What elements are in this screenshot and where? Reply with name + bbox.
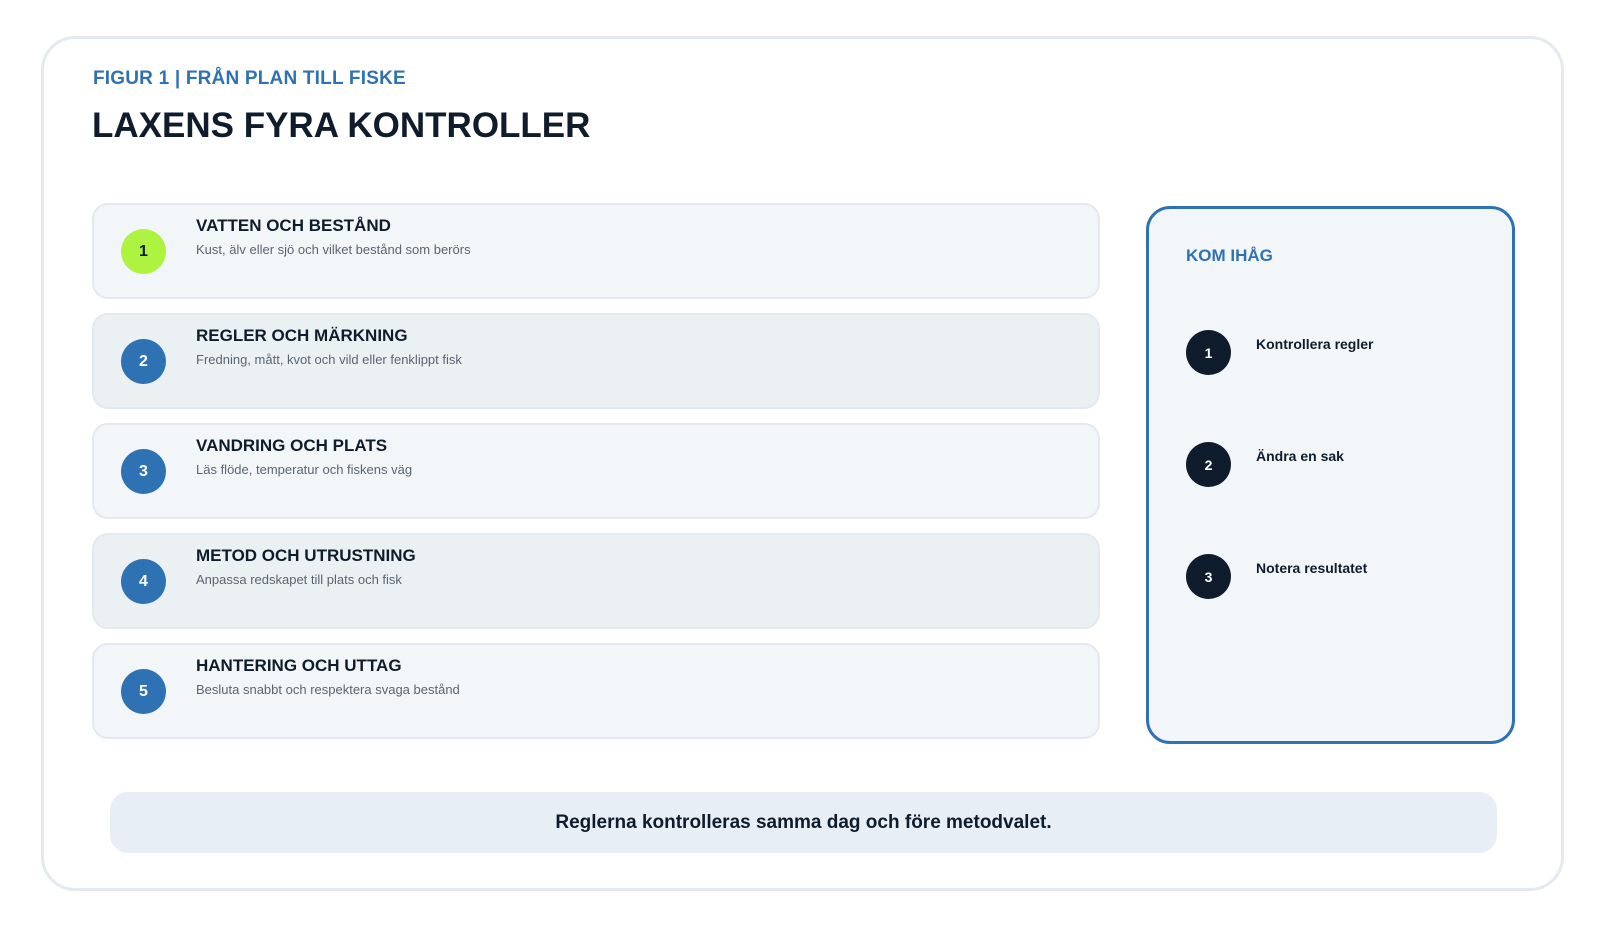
step-number-badge: 4 (121, 559, 166, 604)
reminder-step-3 (1186, 554, 1486, 604)
checklist-item-title: VATTEN OCH BESTÅND (196, 216, 391, 235)
checklist-item-2 (92, 313, 1100, 409)
checklist-item-description: Anpassa redskapet till plats och fisk (196, 572, 402, 587)
checklist-item-description: Besluta snabbt och respektera svaga bestånd (196, 682, 460, 697)
checklist-item-5 (92, 643, 1100, 739)
reminder-step-label: Notera resultatet (1256, 560, 1368, 576)
checklist-item-title: VANDRING OCH PLATS (196, 436, 388, 455)
figure-title: LAXENS FYRA KONTROLLER (92, 106, 591, 145)
checklist-item-title: METOD OCH UTRUSTNING (196, 546, 416, 565)
step-number-badge: 3 (121, 449, 166, 494)
checklist-item-description: Fredning, mått, kvot och vild eller fenklippt fisk (196, 352, 462, 367)
reminder-step-label: Ändra en sak (1256, 448, 1344, 464)
reminder-step-1 (1186, 330, 1486, 380)
step-number-badge: 1 (121, 229, 166, 274)
reminder-step-number: 2 (1186, 442, 1231, 487)
reminder-panel (1146, 206, 1515, 744)
step-number-badge: 2 (121, 339, 166, 384)
checklist-item-description: Kust, älv eller sjö och vilket bestånd som berörs (196, 242, 471, 257)
footer-note: Reglerna kontrolleras samma dag och före metodvalet. (110, 792, 1497, 853)
checklist-item-title: HANTERING OCH UTTAG (196, 656, 402, 675)
reminder-step-2 (1186, 442, 1486, 492)
checklist-item-description: Läs flöde, temperatur och fiskens väg (196, 462, 413, 477)
reminder-step-label: Kontrollera regler (1256, 336, 1374, 352)
step-number-badge: 5 (121, 669, 166, 714)
reminder-step-number: 3 (1186, 554, 1231, 599)
checklist-item-title: REGLER OCH MÄRKNING (196, 326, 408, 345)
reminder-step-number: 1 (1186, 330, 1231, 375)
checklist-item-3 (92, 423, 1100, 519)
checklist-item-1 (92, 203, 1100, 299)
checklist-item-4 (92, 533, 1100, 629)
reminder-title: KOM IHÅG (1186, 246, 1273, 265)
figure-kicker: FIGUR 1 | FRÅN PLAN TILL FISKE (93, 68, 406, 89)
